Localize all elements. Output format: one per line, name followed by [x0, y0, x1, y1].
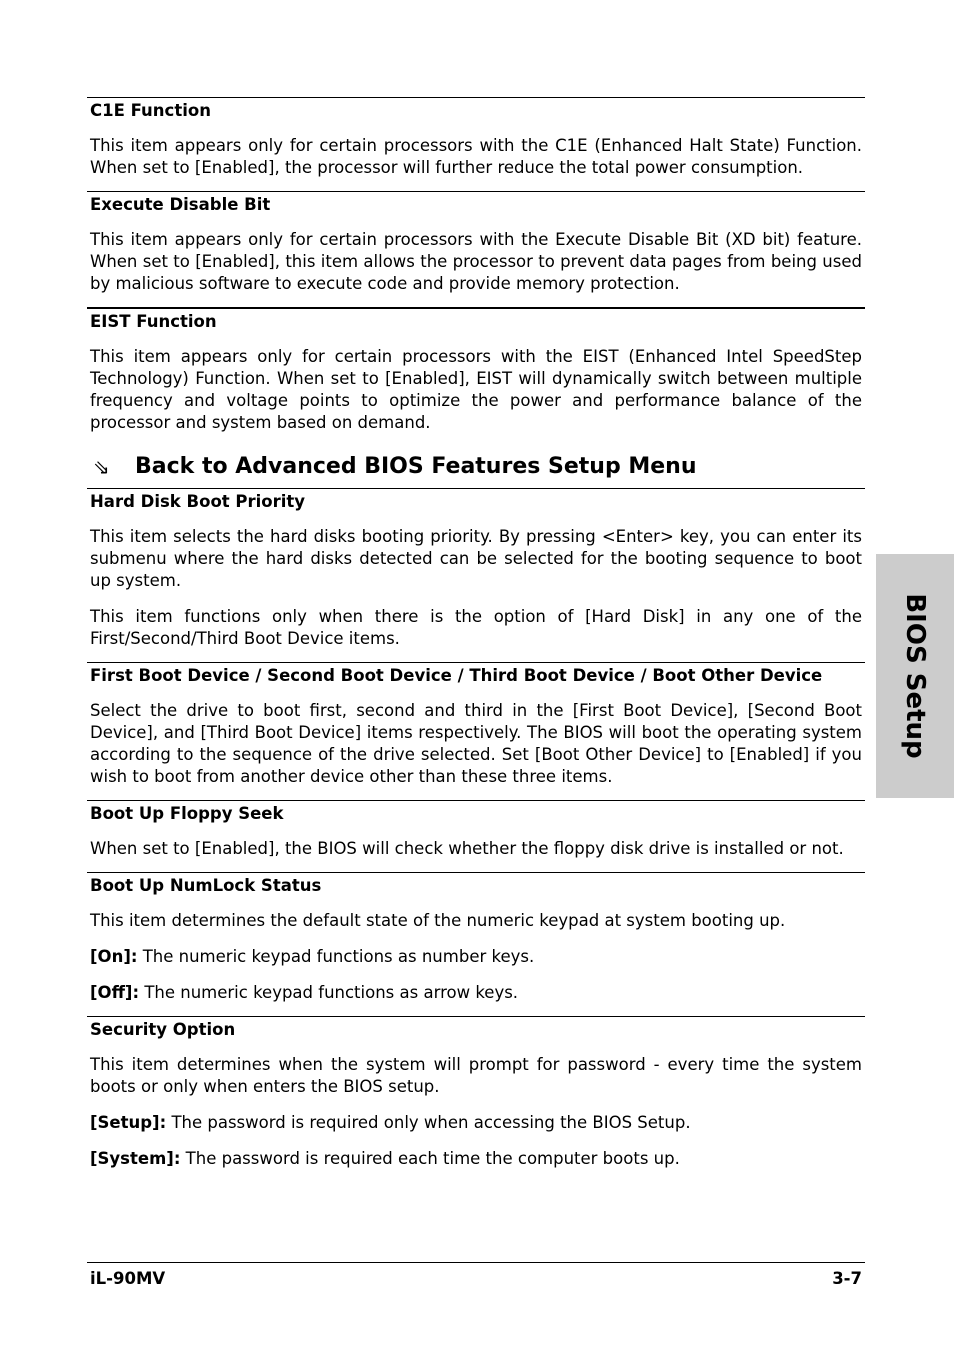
section-paragraph: This item appears only for certain processors with the C1E (Enhanced Halt State) Function. When set to [Enabled], the processor will further reduce the total power consumption. [90, 136, 862, 177]
section-paragraph: This item determines when the system will prompt for password - every time the system boots or only when enters the BIOS setup. [90, 1055, 862, 1096]
section-boot-up-floppy-seek [87, 800, 865, 860]
section-heading: Security Option [90, 1020, 236, 1039]
section-execute-disable-bit [87, 191, 865, 295]
section-security-option [87, 1016, 865, 1170]
option-text: The password is required only when accessing the BIOS Setup. [166, 1113, 691, 1132]
arrow-icon: ⇘ [93, 455, 110, 479]
option-system [87, 1148, 865, 1170]
section-paragraph: This item functions only when there is the option of [Hard Disk] in any one of the First/Second/Third Boot Device items. [90, 607, 862, 648]
option-key: [System]: [90, 1149, 181, 1168]
section-paragraph: This item determines the default state of the numeric keypad at system booting up. [90, 911, 786, 930]
page-footer [87, 1262, 865, 1290]
section-boot-up-numlock-status [87, 872, 865, 1004]
page-content [87, 97, 865, 1182]
footer-page-number: 3-7 [832, 1269, 862, 1288]
section-heading: Hard Disk Boot Priority [90, 492, 306, 511]
section-heading: Execute Disable Bit [90, 195, 271, 214]
section-paragraph: Select the drive to boot first, second and third in the [First Boot Device], [Second Boot Device], and [Third Boot Device] items respectively. The BIOS will boot the operating system according to the sequence of the drive selected. Set [Boot Other Device] to [Enabled] if you wish to boot from another device other than these three items. [90, 701, 862, 786]
section-paragraph: This item appears only for certain processors with the Execute Disable Bit (XD bit) feature. When set to [Enabled], this item allows the processor to prevent data pages from being used by malicious software to execute code and provide memory protection. [90, 230, 862, 293]
option-off [87, 982, 865, 1004]
section-c1e-function [87, 97, 865, 179]
section-heading: EIST Function [90, 312, 217, 331]
option-text: The numeric keypad functions as arrow keys. [139, 983, 519, 1002]
section-paragraph: This item selects the hard disks booting priority. By pressing <Enter> key, you can enter its submenu where the hard disks detected can be selected for the booting sequence to boot up system. [90, 527, 862, 590]
section-heading: First Boot Device / Second Boot Device / Third Boot Device / Boot Other Device [90, 666, 823, 685]
section-paragraph: This item appears only for certain processors with the EIST (Enhanced Intel SpeedStep Technology) Function. When set to [Enabled], EIST will dynamically switch between multiple frequency and voltage points to optimize the power and performance balance of the processor and system based on demand. [90, 347, 862, 432]
side-tab-label: BIOS Setup [900, 593, 930, 759]
option-key: [Setup]: [90, 1113, 167, 1132]
section-hard-disk-boot-priority [87, 488, 865, 650]
menu-title-text: Back to Advanced BIOS Features Setup Menu [135, 454, 697, 479]
section-heading: Boot Up Floppy Seek [90, 804, 284, 823]
menu-title [87, 452, 865, 482]
option-setup [87, 1112, 865, 1134]
option-text: The password is required each time the computer boots up. [180, 1149, 680, 1168]
section-heading: C1E Function [90, 101, 211, 120]
option-key: [On]: [90, 947, 138, 966]
option-on [87, 946, 865, 968]
section-paragraph: When set to [Enabled], the BIOS will check whether the floppy disk drive is installed or not. [90, 839, 844, 858]
footer-model: iL-90MV [90, 1269, 166, 1288]
option-key: [Off]: [90, 983, 140, 1002]
section-boot-devices [87, 662, 865, 788]
side-tab [876, 554, 954, 798]
option-text: The numeric keypad functions as number keys. [137, 947, 535, 966]
section-eist-function [87, 307, 865, 434]
section-heading: Boot Up NumLock Status [90, 876, 322, 895]
